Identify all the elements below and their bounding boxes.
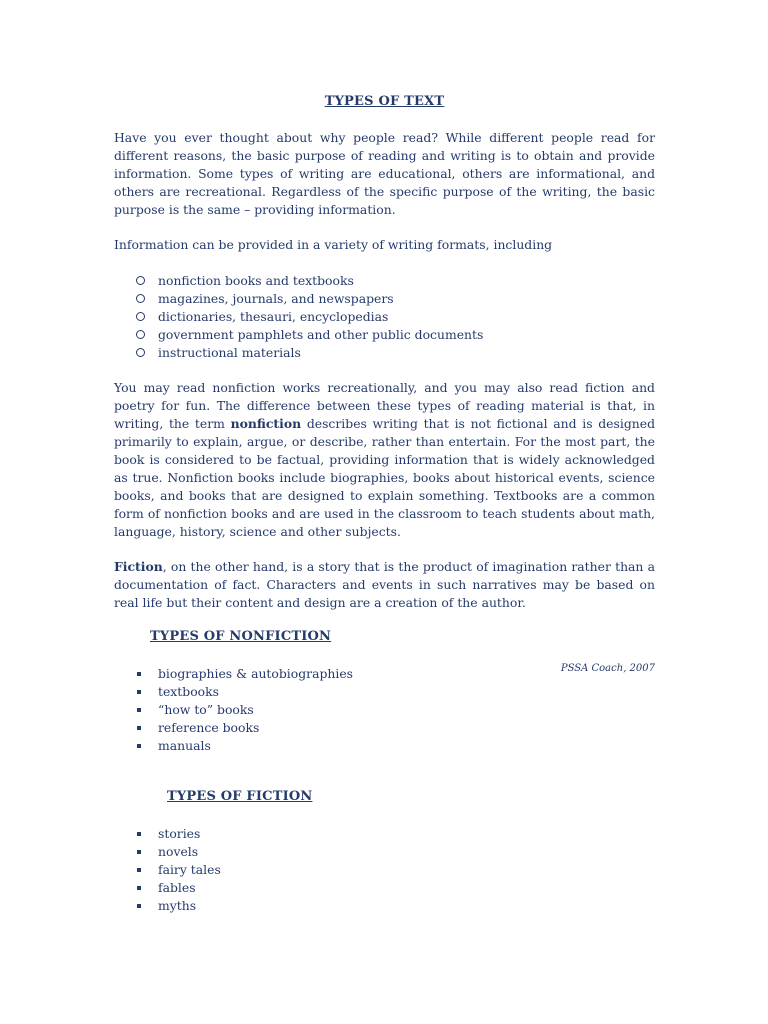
list-item (136, 825, 221, 843)
square-bullet-icon (137, 744, 141, 748)
list-item (136, 843, 221, 861)
list-item-text: manuals (158, 738, 211, 753)
list-item (136, 683, 353, 701)
fiction-paragraph-rest: , on the other hand, is a story that is the product of imagination rather than a documentation of fact. Characters and events in such narratives may be based on real life but their content and design are a creation of the author. (114, 559, 655, 610)
list-item (136, 665, 353, 683)
list-item-text: fables (158, 880, 196, 895)
list-item (136, 879, 221, 897)
square-bullet-icon (137, 726, 141, 730)
list-item (136, 701, 353, 719)
nonfiction-paragraph (114, 379, 655, 541)
circle-bullet-icon (136, 330, 145, 339)
list-item (136, 897, 221, 915)
fiction-types-list (136, 825, 221, 915)
page-title: TYPES OF TEXT (324, 94, 445, 109)
square-bullet-icon (137, 904, 141, 908)
fiction-term: Fiction (114, 559, 163, 574)
formats-list (136, 272, 483, 362)
intro-paragraph: Have you ever thought about why people read? While different people read for different reasons, the basic purpose of reading and writing is to obtain and provide information. Some types of writing are educational, others are informational, and others are recreational. Regardless of the specific purpose of the writing, the basic purpose is the same – providing information. (114, 130, 655, 217)
list-item (136, 326, 483, 344)
circle-bullet-icon (136, 348, 145, 357)
list-item-text: instructional materials (158, 345, 301, 360)
nonfiction-types-list (136, 665, 353, 755)
fiction-paragraph (114, 558, 655, 612)
list-item (136, 308, 483, 326)
square-bullet-icon (137, 850, 141, 854)
list-item (136, 737, 353, 755)
list-item-text: textbooks (158, 684, 219, 699)
list-item-text: reference books (158, 720, 260, 735)
square-bullet-icon (137, 832, 141, 836)
list-item-text: myths (158, 898, 197, 913)
list-item (136, 290, 483, 308)
list-item-text: magazines, journals, and newspapers (158, 291, 394, 306)
circle-bullet-icon (136, 312, 145, 321)
circle-bullet-icon (136, 294, 145, 303)
list-item-text: fairy tales (158, 862, 221, 877)
list-item-text: “how to” books (158, 702, 254, 717)
square-bullet-icon (137, 868, 141, 872)
list-item (136, 344, 483, 362)
list-item-text: government pamphlets and other public documents (158, 327, 484, 342)
list-item (136, 861, 221, 879)
nonfiction-term: nonfiction (230, 416, 302, 431)
nonfiction-paragraph-start: You may read nonfiction works recreationally, and you may also read fiction and poetry for fun. The difference between these types of reading material is that, in writing, the term (114, 380, 655, 431)
square-bullet-icon (137, 690, 141, 694)
square-bullet-icon (137, 672, 141, 676)
list-item (136, 272, 483, 290)
nonfiction-paragraph-rest: describes writing that is not fictional and is designed primarily to explain, argue, or describe, rather than entertain. For the most part, the book is considered to be factual, providing information that is widely acknowledged as true. Nonfiction books include biographies, books about historical events, science books, and books that are designed to explain something. Textbooks are a common form of nonfiction books and are used in the classroom to teach students about math, language, history, science and other subjects. (114, 416, 655, 539)
list-item (136, 719, 353, 737)
nonfiction-heading: TYPES OF NONFICTION (150, 629, 332, 644)
circle-bullet-icon (136, 276, 145, 285)
list-item-text: novels (158, 844, 199, 859)
list-item-text: biographies & autobiographies (158, 666, 354, 681)
list-item-text: dictionaries, thesauri, encyclopedias (158, 309, 389, 324)
fiction-heading: TYPES OF FICTION (167, 789, 313, 804)
square-bullet-icon (137, 886, 141, 890)
list-item-text: nonfiction books and textbooks (158, 273, 354, 288)
list-item-text: stories (158, 826, 201, 841)
square-bullet-icon (137, 708, 141, 712)
formats-intro: Information can be provided in a variety of writing formats, including (114, 237, 553, 252)
citation: PSSA Coach, 2007 (560, 663, 655, 674)
